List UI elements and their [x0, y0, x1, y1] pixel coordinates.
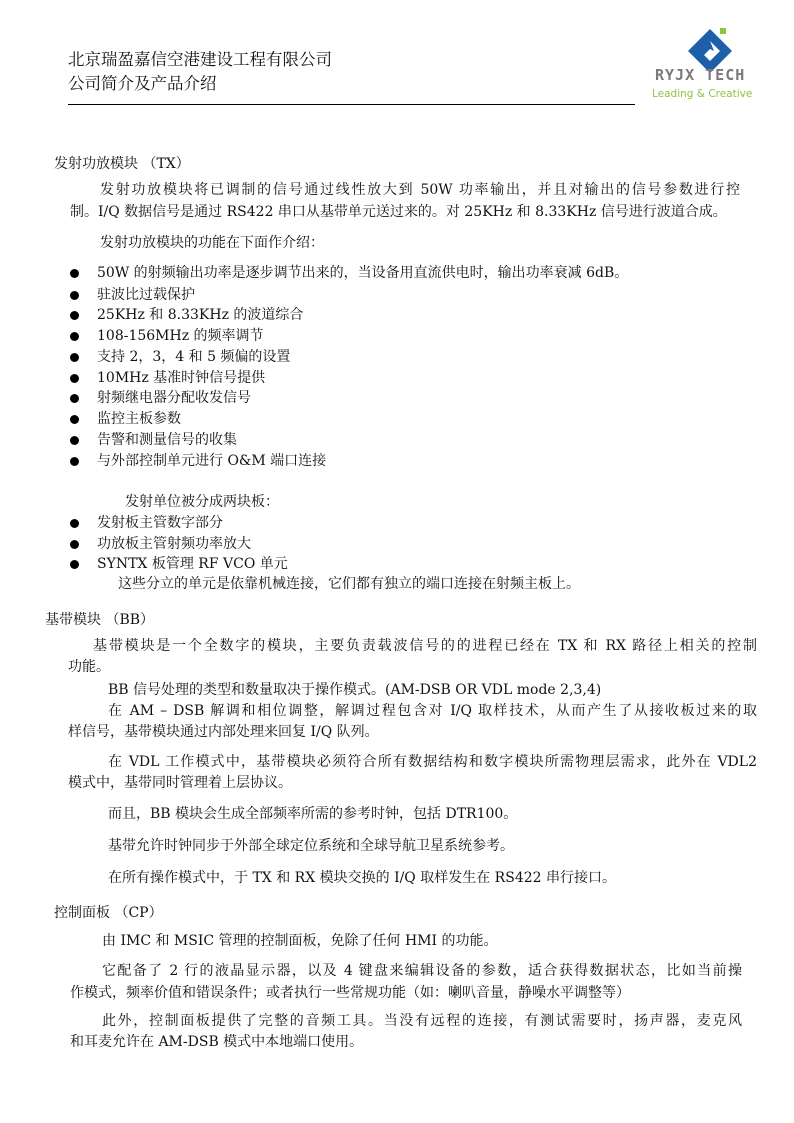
list-item: 告警和测量信号的收集: [97, 432, 237, 448]
list-item: 监控主板参数: [97, 411, 181, 427]
list-item: 50W 的射频输出功率是逐步调节出来的，当设备用直流供电时，输出功率衰减 6dB。: [97, 265, 629, 281]
bullet-icon: [70, 374, 79, 383]
paragraph-line: 而且，BB 模块会生成全部频率所需的参考时钟，包括 DTR100。: [108, 806, 518, 822]
paragraph-line: 作模式，频率价值和错误条件；或者执行一些常规功能（如：喇叭音量，静噪水平调整等）: [70, 985, 630, 1001]
bullet-icon: [70, 415, 79, 424]
paragraph-line: 此外，控制面板提供了完整的音频工具。当没有远程的连接，有测试需要时，扬声器，麦克风: [102, 1013, 742, 1029]
paragraph-line: 功能。: [68, 659, 110, 675]
paragraph-line: 发射单位被分成两块板：: [125, 494, 279, 510]
bullet-icon: [70, 394, 79, 403]
list-item: 驻波比过载保护: [97, 287, 195, 303]
paragraph-line: 在所有操作模式中，于 TX 和 RX 模块交换的 I/Q 取样发生在 RS422 串行接口。: [108, 870, 616, 886]
paragraph-line: 基带模块是一个全数字的模块，主要负责载波信号的的进程已经在 TX 和 RX 路径上相关的控制: [93, 638, 757, 654]
paragraph-line: 制。I/Q 数据信号是通过 RS422 串口从基带单元送过来的。对 25KHz 和 8.33KHz 信号进行波道合成。: [70, 204, 727, 220]
section-heading-tx: 发射功放模块 （TX）: [54, 156, 190, 172]
bullet-icon: [70, 269, 79, 278]
paragraph-line: 发射功放模块将已调制的信号通过线性放大到 50W 功率输出，并且对输出的信号参数进行控: [100, 182, 740, 198]
paragraph-line: BB 信号处理的类型和数量取决于操作模式。(AM-DSB OR VDL mode 2,3,4): [108, 682, 602, 698]
section-heading-cp: 控制面板 （CP）: [54, 905, 163, 921]
list-item: 10MHz 基准时钟信号提供: [97, 370, 266, 386]
section-heading-bb: 基带模块 （BB）: [45, 612, 155, 628]
bullet-icon: [70, 353, 79, 362]
list-item: 功放板主管射频功率放大: [97, 536, 251, 552]
bullet-icon: [70, 311, 79, 320]
bullet-icon: [70, 436, 79, 445]
list-item: SYNTX 板管理 RF VCO 单元: [97, 556, 288, 572]
bullet-icon: [70, 560, 79, 569]
header-divider: [68, 104, 635, 105]
list-item: 发射板主管数字部分: [97, 515, 223, 531]
paragraph-line: 由 IMC 和 MSIC 管理的控制面板，免除了任何 HMI 的功能。: [102, 933, 498, 949]
paragraph-line: 基带允许时钟同步于外部全球定位系统和全球导航卫星系统参考。: [108, 838, 514, 854]
paragraph-line: 这些分立的单元是依靠机械连接，它们都有独立的端口连接在射频主板上。: [118, 576, 580, 592]
paragraph-line: 它配备了 2 行的液晶显示器，以及 4 键盘来编辑设备的参数，适合获得数据状态，比如当前操: [102, 963, 742, 979]
list-item: 射频继电器分配收发信号: [97, 390, 251, 406]
logo-text: RYJX TECH: [655, 66, 746, 84]
paragraph-line: 在 AM – DSB 解调和相位调整，解调过程包含对 I/Q 取样技术，从而产生了从接收板过来的取: [108, 703, 757, 719]
list-item: 与外部控制单元进行 O&M 端口连接: [97, 453, 327, 469]
paragraph-line: 和耳麦允许在 AM-DSB 模式中本地端口使用。: [70, 1034, 364, 1050]
bullet-icon: [70, 540, 79, 549]
company-name: 北京瑞盈嘉信空港建设工程有限公司: [68, 50, 332, 69]
bullet-icon: [70, 291, 79, 300]
bullet-icon: [70, 519, 79, 528]
bullet-icon: [70, 457, 79, 466]
document-subtitle: 公司简介及产品介绍: [68, 74, 217, 93]
list-item: 108-156MHz 的频率调节: [97, 328, 264, 344]
list-item: 支持 2，3，4 和 5 频偏的设置: [97, 349, 291, 365]
list-item: 25KHz 和 8.33KHz 的波道综合: [97, 307, 304, 323]
paragraph-line: 在 VDL 工作模式中，基带模块必须符合所有数据结构和数字模块所需物理层需求，此外在 VDL2: [108, 754, 757, 770]
paragraph-line: 模式中，基带同时管理着上层协议。: [68, 775, 292, 791]
paragraph-line: 发射功放模块的功能在下面作介绍：: [100, 235, 324, 251]
logo-tagline: Leading & Creative: [652, 88, 753, 100]
bullet-icon: [70, 332, 79, 341]
paragraph-line: 样信号，基带模块通过内部处理来回复 I/Q 队列。: [68, 724, 379, 740]
